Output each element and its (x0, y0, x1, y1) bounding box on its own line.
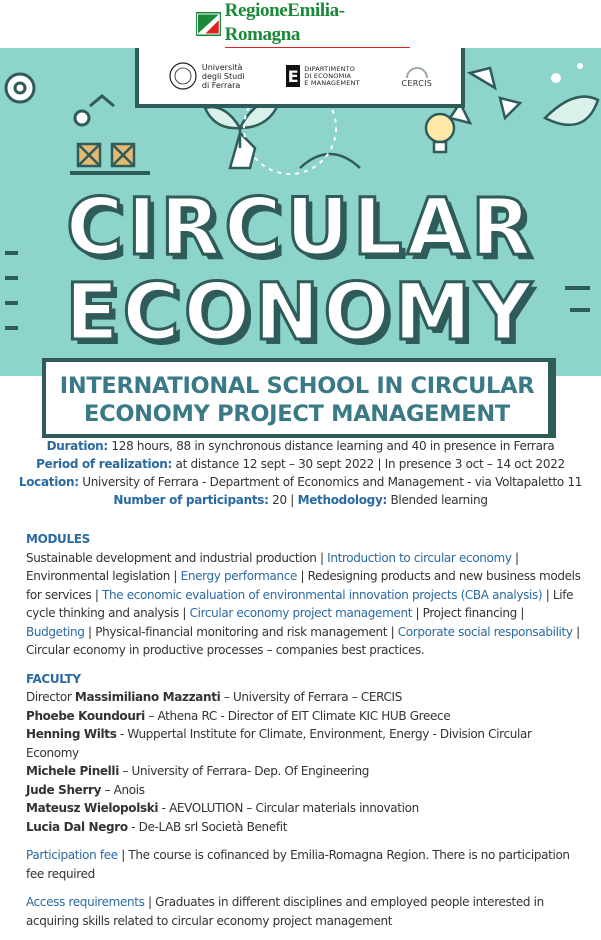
fee-text: | The course is cofinanced by Emilia-Romagna Region. There is no participation fee required (26, 848, 570, 881)
unife-logo (168, 61, 245, 91)
duration-row (0, 437, 601, 455)
period-label: Period of realization: (36, 457, 173, 471)
period-row (0, 455, 601, 473)
title-line-1: CIRCULAR (65, 183, 536, 273)
cercis-arc-icon (404, 65, 430, 79)
title-line-2: ECONOMY (65, 268, 536, 358)
methodology-label: Methodology: (297, 493, 387, 507)
faculty-member (26, 688, 582, 707)
module-text: Sustainable development and industrial production | (26, 550, 328, 565)
faculty-name: Phoebe Koundouri (26, 708, 145, 723)
module-text: | Circular economy in productive processes – companies best practices. (26, 624, 580, 657)
faculty-name: Henning Wilts (26, 727, 117, 741)
faculty-name: Jude Sherry (26, 782, 102, 797)
cercis-text: CERCIS (401, 78, 433, 88)
faculty-member (26, 707, 582, 726)
region-logo (196, 0, 410, 45)
department-line-1: DIPARTIMENTO (304, 64, 356, 73)
subtitle-line-1: INTERNATIONAL SCHOOL IN CIRCULAR (59, 373, 535, 399)
department-line-3: E MANAGEMENT (304, 78, 360, 87)
unife-line-3: di Ferrara (201, 80, 241, 90)
module-text: | Physical-financial monitoring and risk management | (84, 624, 398, 639)
methodology-value: Blended learning (386, 493, 488, 507)
modules-list (26, 549, 582, 660)
module-text: Circular economy project management (189, 606, 413, 620)
module-text: | Environmental legislation | (26, 550, 519, 583)
unife-line-2: degli Studi (201, 71, 245, 81)
unife-line-1: Università (201, 62, 243, 72)
faculty-affiliation: – Athena RC - Director of EIT Climate KIC HUB Greece (144, 708, 451, 723)
faculty-prefix: Director (26, 690, 75, 704)
department-mark: E (287, 66, 299, 86)
fee-label: Participation fee (26, 848, 118, 862)
module-text: | Life cycle thinking and analysis | (26, 587, 574, 620)
module-text: The economic evaluation of environmental innovation projects (CBA analysis) (101, 587, 543, 602)
department-line-2: DI ECONOMIA (304, 71, 352, 80)
module-text: Corporate social responsability (397, 624, 573, 639)
faculty-member (26, 725, 582, 762)
region-flag-icon (196, 12, 221, 36)
faculty-name: Massimiliano Mazzanti (74, 690, 221, 704)
participants-label: Number of participants: (113, 493, 269, 507)
faculty-affiliation: - AEVOLUTION – Circular materials innovation (158, 801, 419, 815)
faculty-heading: FACULTY (26, 671, 81, 686)
duration-label: Duration: (46, 439, 108, 453)
cercis-logo (402, 65, 433, 88)
participation-fee (26, 846, 582, 883)
department-logo (286, 65, 360, 87)
faculty-name: Michele Pinelli (26, 764, 119, 778)
module-text: | Project financing | (412, 606, 525, 620)
module-text: Introduction to circular economy (327, 550, 512, 565)
location-label: Location: (18, 475, 79, 489)
course-info (0, 437, 601, 509)
faculty-member (26, 799, 582, 818)
unife-seal-icon (168, 61, 198, 91)
period-value: at distance 12 sept – 30 sept 2022 | In presence 3 oct – 14 oct 2022 (172, 457, 565, 471)
modules-heading: MODULES (26, 532, 90, 546)
partner-logos (135, 48, 465, 108)
duration-value: 128 hours, 88 in synchronous distance learning and 40 in presence in Ferrara (107, 439, 555, 453)
subtitle-line-2: ECONOMY PROJECT MANAGEMENT (84, 401, 510, 427)
faculty-affiliation: – University of Ferrara- Dep. Of Engineering (118, 764, 370, 778)
module-text: | Redesigning products and new business models for services | (26, 569, 581, 602)
faculty-member (26, 762, 582, 781)
participants-row (0, 491, 601, 509)
faculty-name: Lucia Dal Negro (26, 819, 128, 834)
faculty-affiliation: - Wuppertal Institute for Climate, Environment, Energy - Division Circular Economy (26, 727, 532, 760)
requirements-label: Access requirements (26, 895, 145, 909)
hero-banner (0, 48, 601, 376)
faculty-affiliation: – University of Ferrara – CERCIS (220, 690, 402, 704)
details (26, 530, 582, 940)
participants-value: 20 | (268, 493, 298, 507)
faculty-list (26, 688, 582, 836)
location-row (0, 473, 601, 491)
region-logo-text: RegioneEmilia-Romagna (225, 0, 410, 49)
subtitle-box (42, 358, 556, 438)
faculty-affiliation: – Anois (101, 782, 145, 797)
faculty-member (26, 781, 582, 800)
module-text: Energy performance (180, 569, 297, 583)
requirements-text: | Graduates in different disciplines and employed people interested in acquiring skills related to circular economy project management (26, 895, 544, 928)
faculty-name: Mateusz Wielopolski (26, 801, 159, 815)
faculty-affiliation: - De-LAB srl Società Benefit (127, 819, 288, 834)
location-value: University of Ferrara - Department of Economics and Management - via Voltapaletto 11 (78, 475, 583, 489)
faculty-member (26, 818, 582, 837)
module-text: Budgeting (26, 624, 85, 639)
